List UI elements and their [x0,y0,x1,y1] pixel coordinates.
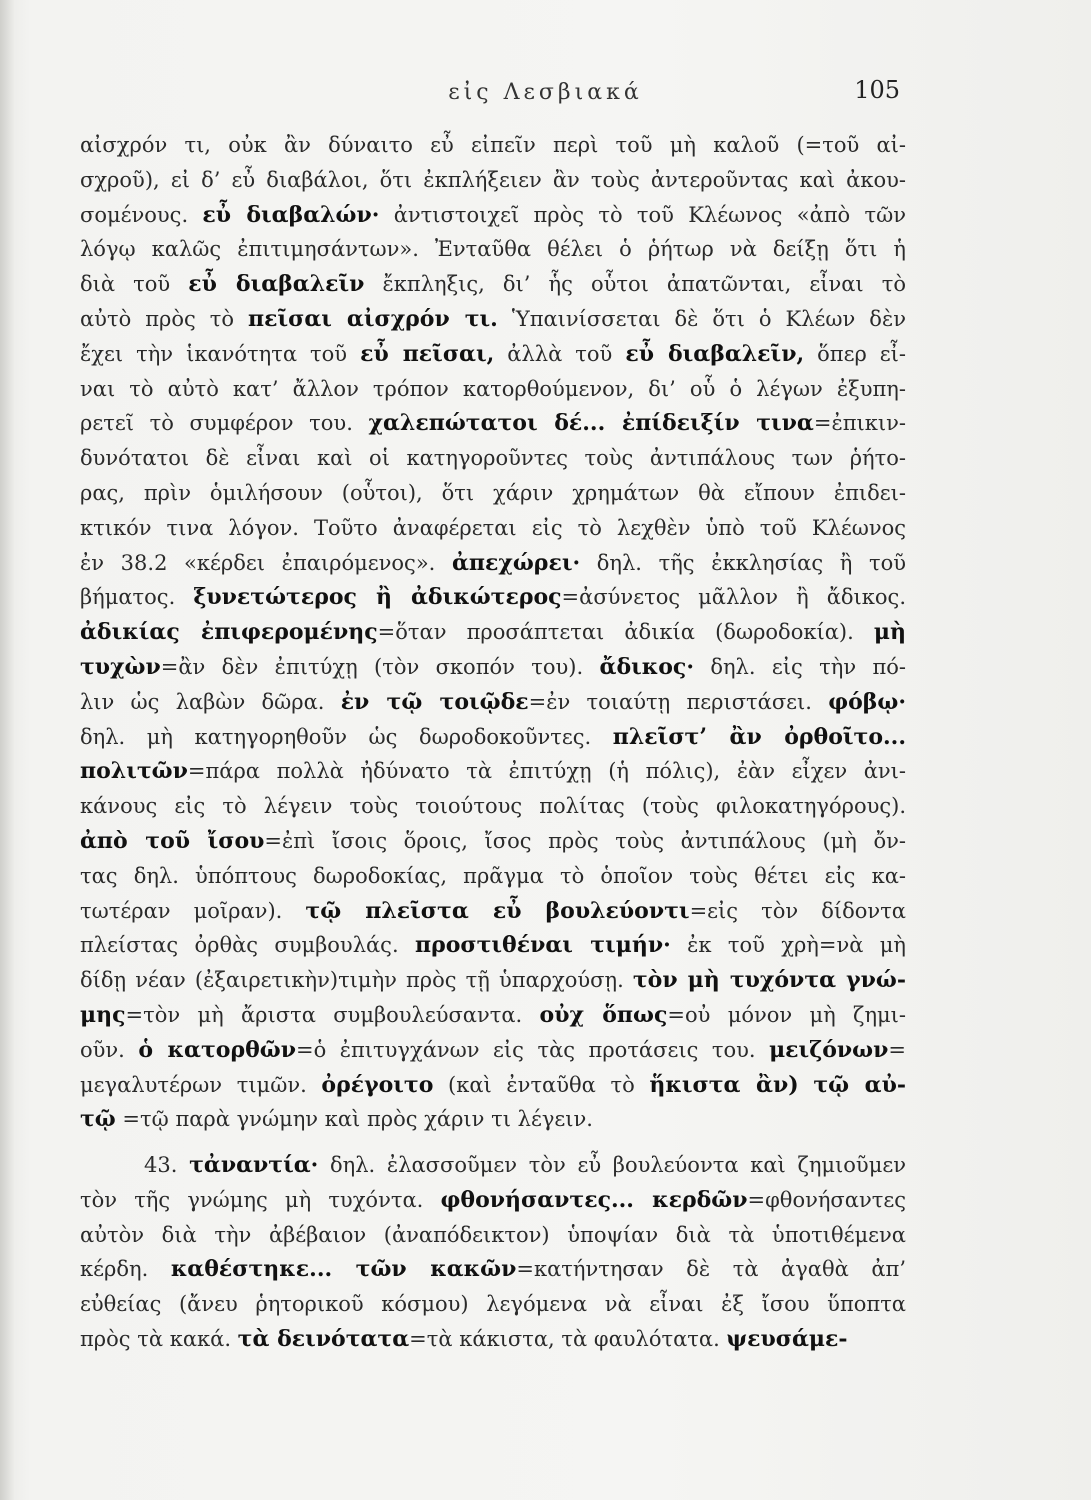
text-line [80,789,906,824]
bold-lemma: τῷ [80,1106,116,1133]
bold-lemma: ἄδικος· [599,653,694,680]
text-run: πλείστας ὀρθὰς συμβουλάς. [80,933,415,958]
text-run: =τὰ κάκιστα, τὰ φαυλότατα. [409,1326,727,1351]
text-line [80,998,906,1033]
text-line [80,1322,906,1357]
text-run: =τὸν μὴ ἄριστα συμβουλεύσαντα. [125,1002,540,1027]
text-run: δυνότατοι δὲ εἶναι καὶ οἱ κατηγοροῦντες τοὺς ἀντιπάλους των ῥήτο- [80,446,906,471]
text-run: =ἐπικιν- [813,411,906,436]
text-line [80,163,906,198]
text-line [80,754,906,789]
bold-lemma: ὀρέγοιτο [321,1071,434,1098]
bold-lemma: φόβῳ· [828,688,906,715]
page-number: 105 [854,76,900,104]
bold-lemma: μειζόνων [769,1036,889,1063]
text-line [80,128,906,163]
text-run: λιν ὡς λαβὼν δῶρα. [80,689,341,714]
text-line [80,232,906,267]
text-line [80,1148,906,1183]
text-run: ἐκ τοῦ χρὴ=νὰ μὴ [670,933,906,958]
text-run: κάνους εἰς τὸ λέγειν τοὺς τοιούτους πολίτας (τοὺς φιλοκατηγόρους). [80,794,906,819]
bold-lemma: τυχὼν [80,653,161,680]
text-line [80,928,906,963]
text-run: ἀντιστοιχεῖ πρὸς τὸ τοῦ Κλέωνος «ἀπὸ τῶν [379,202,906,227]
text-run: ὅπερ εἶ- [804,341,906,366]
bold-lemma: εὖ διαβαλών· [202,201,380,228]
running-title: εἰς Λεσβιακά [448,80,643,105]
bold-lemma: εὖ διαβαλεῖν [188,271,365,298]
bold-lemma: ἀπεχώρει· [451,549,581,576]
bold-lemma: ἀπὸ τοῦ ἴσου [80,827,265,854]
text-line [80,198,906,233]
text-line [80,824,906,859]
bold-lemma: τὸν μὴ τυχόντα γνώ- [632,967,906,994]
text-line [80,615,906,650]
bold-lemma: εὖ διαβαλεῖν, [625,340,805,367]
text-line [80,650,906,685]
text-run: =ἐπὶ ἴσοις ὅροις, ἴσος πρὸς τοὺς ἀντιπάλους (μὴ ὄν- [264,828,906,853]
text-line [80,859,906,894]
text-line [80,372,906,407]
text-line [80,267,906,302]
text-line [80,1033,906,1068]
text-run: διὰ τοῦ [80,272,189,297]
text-run: =οὐ μόνον μὴ ζημι- [667,1002,906,1027]
page-spine-shadow [0,0,14,1500]
text-run: =κατήντησαν δὲ τὰ ἀγαθὰ ἀπ’ [516,1257,906,1282]
bold-lemma: φθονήσαντες... κερδῶν [440,1186,748,1213]
bold-lemma: ἥκιστα ἂν) [649,1071,799,1098]
text-run: λόγῳ καλῶς ἐπιτιμησάντων». Ἐνταῦθα θέλει ὁ ῥήτωρ νὰ δείξῃ ὅτι ἡ [80,237,906,262]
text-line [80,476,906,511]
text-line [80,337,906,372]
text-run: δηλ. εἰς τὴν πό- [693,654,906,679]
text-run: αὐτὸν διὰ τὴν ἀβέβαιον (ἀναπόδεικτον) ὑποψίαν διὰ τὰ ὑποτιθέμενα [80,1222,906,1247]
bold-lemma: χαλεπώτατοι δέ... ἐπίδειξίν τινα [368,410,814,437]
text-run: ρας, πρὶν ὁμιλήσουν (οὗτοι), ὅτι χάριν χρημάτων θὰ εἴπουν ἐπιδει- [80,480,906,505]
text-run: =ὅταν προσάπτεται ἀδικία (δωροδοκία). [377,620,874,645]
commentary-paragraph-1 [80,128,906,1137]
bold-lemma: οὐχ ὅπως [539,1001,668,1028]
text-line [80,302,906,337]
bold-lemma: προστιθέναι τιμήν· [414,932,671,959]
text-run: =ὁ ἐπιτυγχάνων εἰς τὰς προτάσεις του. [295,1037,770,1062]
bold-lemma: ἀδικίας ἐπιφερομένης [80,619,378,646]
bold-lemma: μης [80,1001,126,1028]
text-run: βήματος. [80,585,194,610]
text-run: =τῷ παρὰ γνώμην καὶ πρὸς χάριν τι λέγειν. [115,1107,593,1132]
bold-lemma: τῷ αὐ- [813,1071,906,1098]
text-line [80,441,906,476]
text-run: οῦν. [80,1037,139,1062]
text-run: κέρδη. [80,1257,171,1282]
text-run: =πάρα πολλὰ ἠδύνατο τὰ ἐπιτύχῃ (ἡ πόλις), ἐὰν εἶχεν ἀνι- [187,759,906,784]
text-line [80,963,906,998]
text-run: τωτέραν μοῖραν). [80,898,306,923]
text-run: σομένους. [80,202,203,227]
text-run: τας δηλ. ὑπόπτους δωροδοκίας, πρᾶγμα τὸ ὁποῖον τοὺς θέτει εἰς κα- [80,863,906,888]
text-run: ἀλλὰ τοῦ [494,341,626,366]
text-run: μεγαλυτέρων τιμῶν. [80,1072,322,1097]
text-run: =ἂν δὲν ἐπιτύχῃ (τὸν σκοπόν του). [160,654,600,679]
text-line [80,1102,906,1137]
bold-lemma: τὰ δεινότατα [237,1325,410,1352]
text-run: ἔχει τὴν ἱκανότητα τοῦ [80,341,361,366]
text-line [80,1183,906,1218]
text-run: κτικόν τινα λόγον. Τοῦτο ἀναφέρεται εἰς τὸ λεχθὲν ὑπὸ τοῦ Κλέωνος [80,515,906,540]
text-run: τὸν τῆς γνώμης μὴ τυχόντα. [80,1187,441,1212]
bold-lemma: πλεῖστ’ ἂν ὀρθοῖτο... [612,723,906,750]
text-run: = [888,1037,906,1062]
text-line [80,1287,906,1322]
text-run: αἰσχρόν τι, οὐκ ἂν δύναιτο εὖ εἰπεῖν περὶ τοῦ μὴ καλοῦ (=τοῦ αἰ- [80,133,906,157]
text-run: 43. [144,1153,190,1177]
text-run: δίδῃ νέαν (ἐξαιρετικὴν)τιμὴν πρὸς τῇ ὑπαρχούσῃ. [80,968,633,993]
text-line [80,1218,906,1253]
bold-lemma: πολιτῶν [80,758,188,785]
text-line [80,720,906,755]
text-run: δηλ. μὴ κατηγορηθοῦν ὡς δωροδοκοῦντες. [80,724,613,749]
commentary-paragraph-2 [80,1148,906,1357]
text-line [80,546,906,581]
bold-lemma: καθέστηκε... τῶν κακῶν [170,1256,517,1283]
text-line [80,1068,906,1103]
text-run: =φθονήσαντες [747,1187,906,1212]
bold-lemma: ἐν τῷ τοιῷδε [340,688,529,715]
text-line [80,1252,906,1287]
text-run: (καὶ ἐνταῦθα τὸ [433,1072,650,1097]
text-run: =ἀσύνετος μᾶλλον ἢ ἄδικος. [561,585,906,610]
text-line [80,511,906,546]
bold-lemma: ξυνετώτερος ἢ ἀδικώτερος [193,584,562,611]
text-run: =εἰς τὸν δίδοντα [689,898,906,923]
bold-lemma: τἀναντία· [189,1152,319,1178]
text-run: ναι τὸ αὐτὸ κατ’ ἄλλον τρόπον κατορθούμενον, δι’ οὗ ὁ λέγων ἐξυπη- [80,376,906,401]
text-run: πρὸς τὰ κακά. [80,1326,238,1351]
text-run [799,1073,814,1097]
text-run: αὐτὸ πρὸς τὸ [80,306,249,331]
bold-lemma: πεῖσαι αἰσχρόν τι. [248,305,498,332]
text-line [80,685,906,720]
bold-lemma: εὖ πεῖσαι, [360,340,495,367]
text-line [80,580,906,615]
bold-lemma: μὴ [873,619,906,646]
text-run: δηλ. τῆς ἐκκλησίας ἢ τοῦ [580,550,906,575]
bold-lemma: ψευσάμε- [726,1325,848,1352]
text-run: ἐν 38.2 «κέρδει ἐπαιρόμενος». [80,550,452,575]
text-line [80,406,906,441]
text-line [80,894,906,929]
text-run: Ὑπαινίσσεται δὲ ὅτι ὁ Κλέων δὲν [497,306,906,331]
bold-lemma: τῷ πλεῖστα εὖ βουλεύοντι [305,897,690,924]
text-run: σχροῦ), εἰ δ’ εὖ διαβάλοι, ὅτι ἐκπλήξειεν ἂν τοὺς ἀντεροῦντας καὶ ἀκου- [80,167,906,192]
text-run: δηλ. ἐλασσοῦμεν τὸν εὖ βουλεύοντα καὶ ζημιοῦμεν [318,1153,906,1177]
text-run: εὐθείας (ἄνευ ῥητορικοῦ κόσμου) λεγόμενα νὰ εἶναι ἐξ ἴσου ὕποπτα [80,1292,906,1317]
text-run: ρετεῖ τὸ συμφέρον του. [80,411,369,436]
text-run: ἔκπληξις, δι’ ἧς οὗτοι ἀπατῶνται, εἶναι τὸ [364,272,906,297]
text-run: =ἐν τοιαύτῃ περιστάσει. [528,689,829,714]
bold-lemma: ὁ κατορθῶν [138,1036,296,1063]
